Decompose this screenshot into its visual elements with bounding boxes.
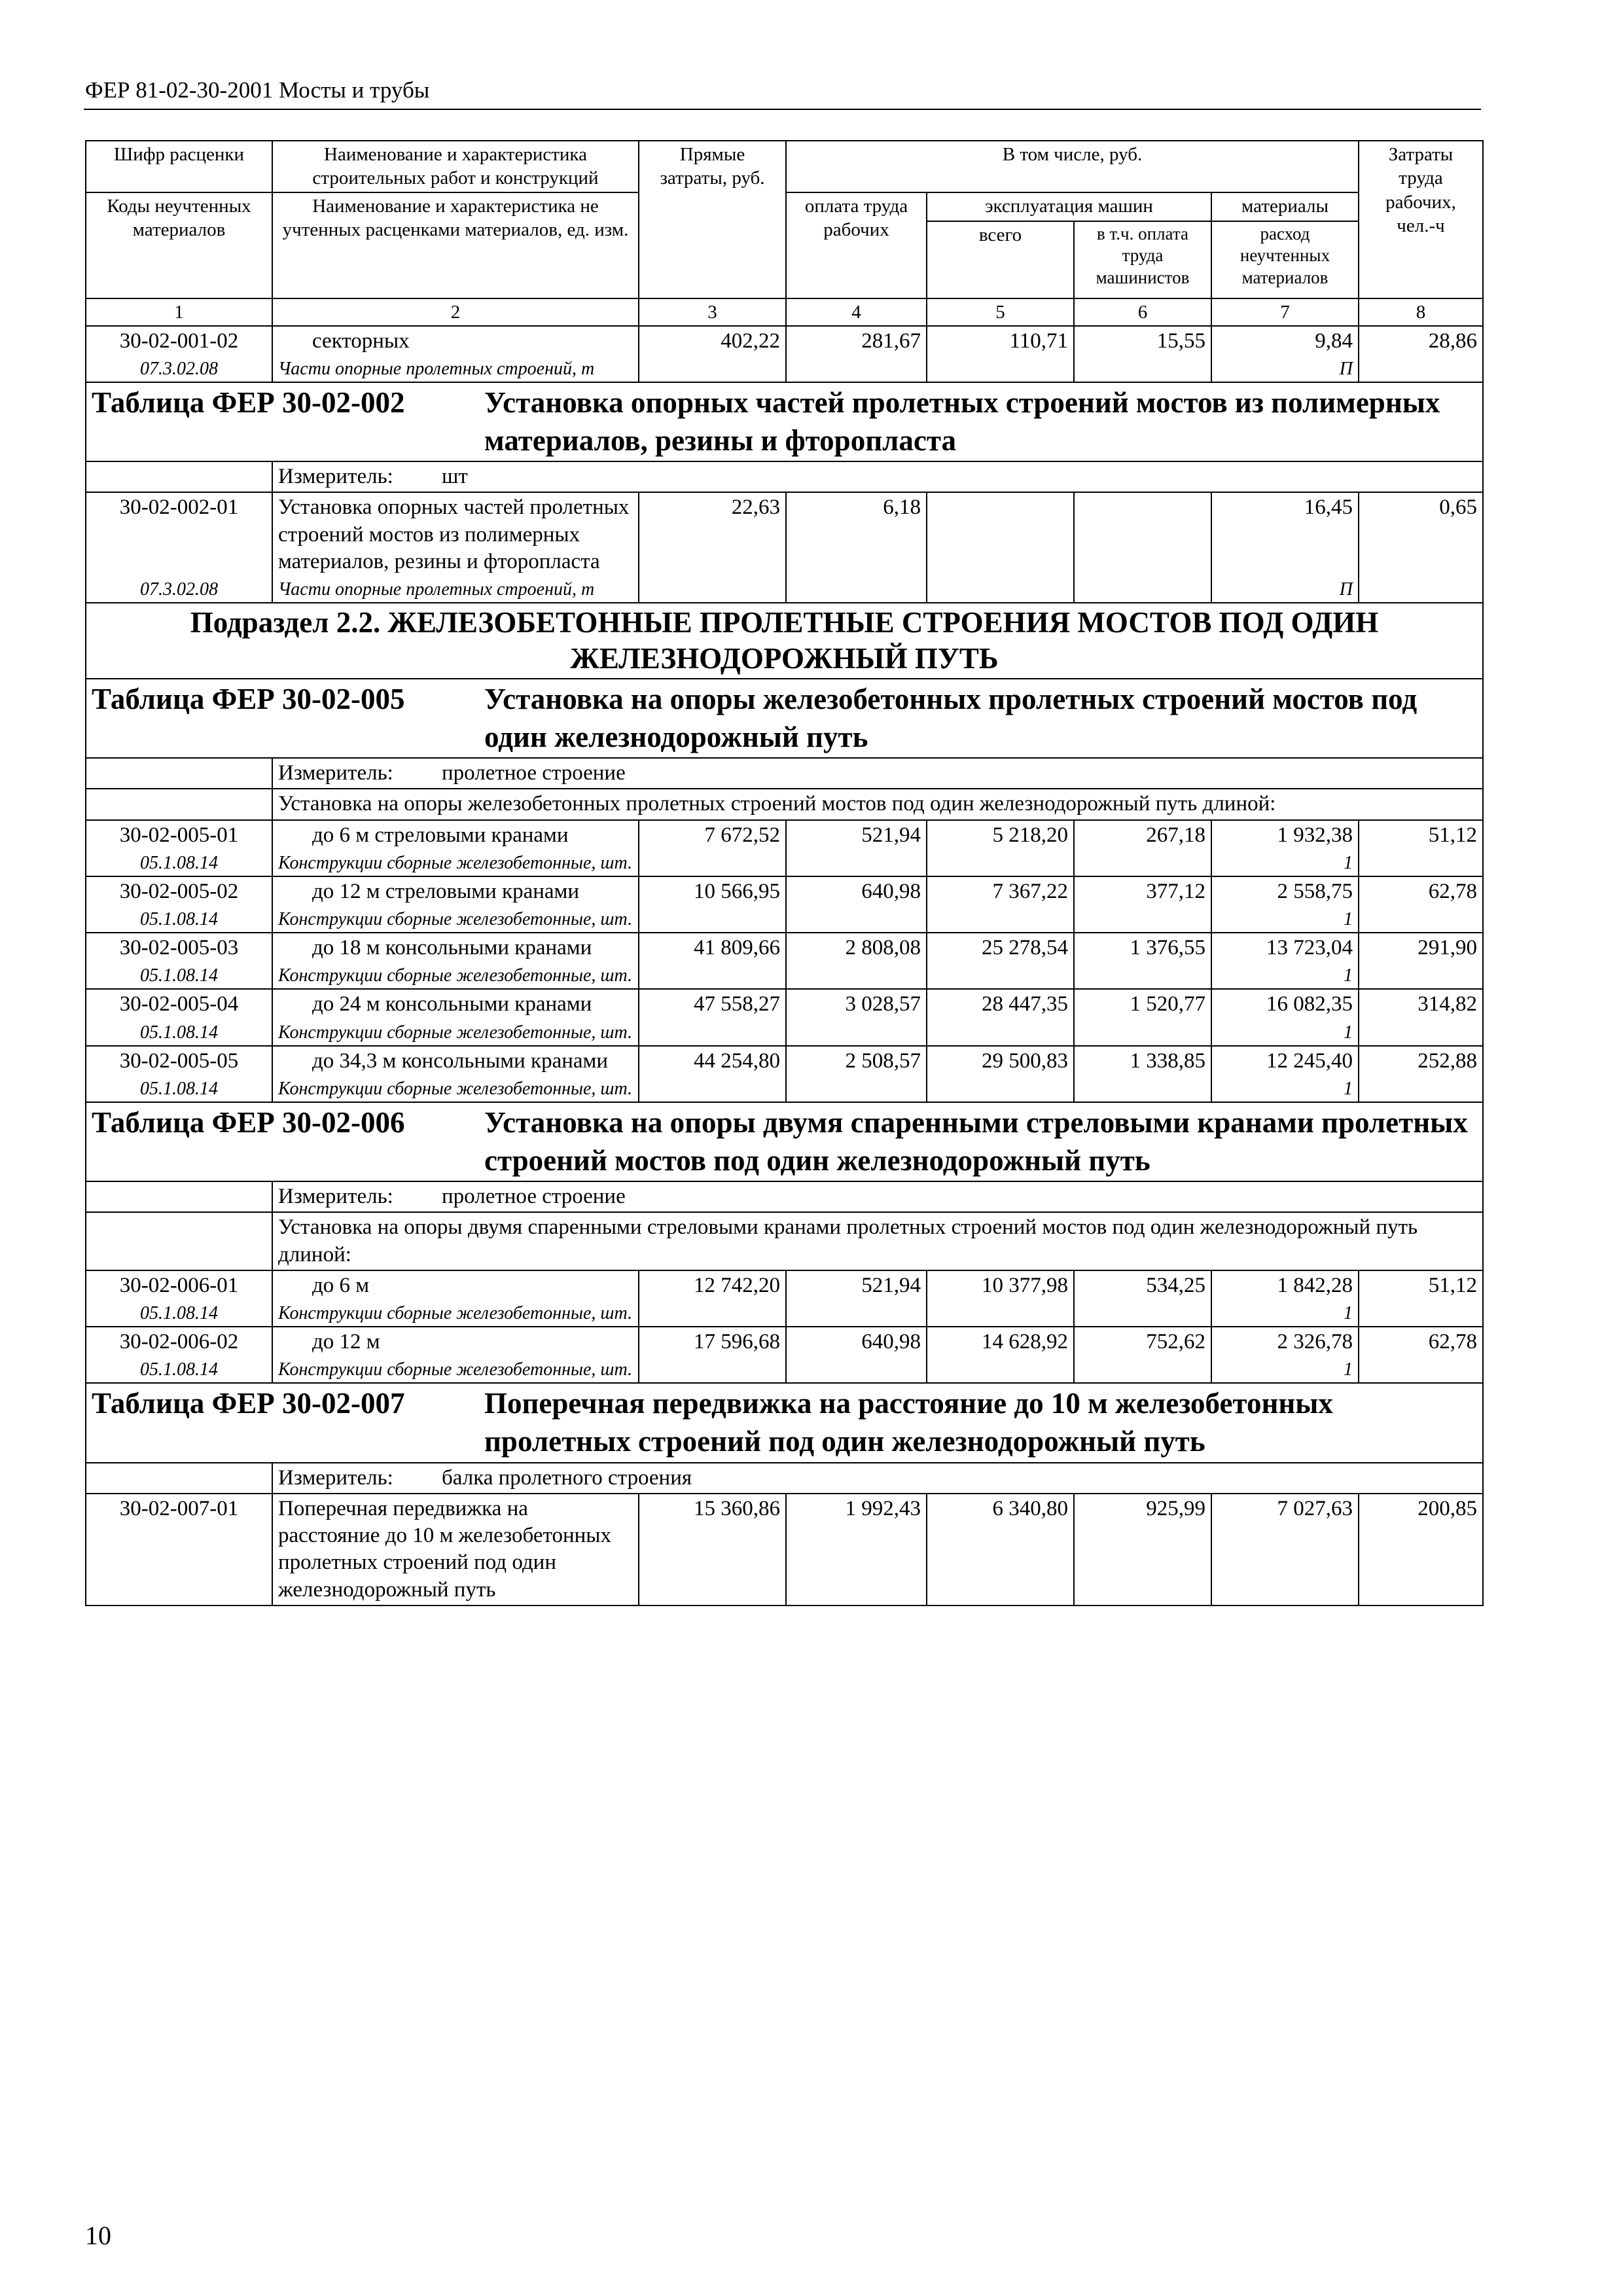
subsection-row	[86, 603, 1483, 679]
row-code: 30-02-005-01	[86, 820, 272, 850]
material-mark: 1	[1211, 963, 1359, 989]
col-number: 6	[1074, 298, 1211, 326]
row-mach-total: 28 447,35	[927, 989, 1074, 1019]
col-incl: В том числе, руб.	[786, 141, 1359, 192]
col-labor-pay: оплата труда рабочих	[786, 192, 927, 298]
material-name: Части опорные пролетных строений, т	[272, 577, 639, 603]
table-row	[86, 1494, 1483, 1605]
material-row	[86, 577, 1483, 603]
row-direct: 12 742,20	[639, 1270, 786, 1300]
table-title: Установка опорных частей пролетных строений мостов из полимерных материалов, резины и фторопласта	[484, 386, 1440, 457]
table-005-rows	[86, 820, 1483, 1102]
col-name-top: Наименование и характеристика строительных работ и конструкций	[272, 141, 639, 192]
row-direct: 22,63	[639, 492, 786, 577]
meter-value: балка пролетного строения	[442, 1465, 692, 1490]
subsection-title: Подраздел 2.2. ЖЕЛЕЗОБЕТОННЫЕ ПРОЛЕТНЫЕ СТРОЕНИЯ МОСТОВ ПОД ОДИН ЖЕЛЕЗНОДОРОЖНЫЙ ПУТЬ	[86, 603, 1483, 679]
col-number: 2	[272, 298, 639, 326]
row-name: до 6 м	[272, 1270, 639, 1300]
row-labor-pay: 281,67	[786, 326, 927, 356]
table-title-row	[86, 382, 1483, 461]
row-labor-cost: 62,78	[1359, 876, 1483, 906]
meter-label: Измеритель:	[278, 465, 393, 489]
material-row	[86, 963, 1483, 989]
rates-table	[85, 140, 1484, 1606]
row-materials: 16 082,35	[1211, 989, 1359, 1019]
col-mach-incl: в т.ч. оплата труда машинистов	[1074, 221, 1211, 298]
row-materials: 16,45	[1211, 492, 1359, 577]
table-title-row	[86, 1383, 1483, 1462]
table-label: Таблица ФЕР 30-02-002	[92, 386, 405, 419]
row-mach-total: 10 377,98	[927, 1270, 1074, 1300]
row-labor-cost: 314,82	[1359, 989, 1483, 1019]
row-labor-cost: 51,12	[1359, 820, 1483, 850]
table-row	[86, 933, 1483, 963]
material-mark: П	[1211, 356, 1359, 382]
row-name: до 6 м стреловыми кранами	[272, 820, 639, 850]
table-title-row	[86, 679, 1483, 758]
row-mach-incl: 15,55	[1074, 326, 1211, 356]
row-materials: 9,84	[1211, 326, 1359, 356]
row-mach-total: 14 628,92	[927, 1327, 1074, 1357]
row-labor-cost: 62,78	[1359, 1327, 1483, 1357]
row-mach-total: 29 500,83	[927, 1046, 1074, 1076]
material-row	[86, 850, 1483, 876]
row-mach-incl: 267,18	[1074, 820, 1211, 850]
material-row	[86, 1300, 1483, 1327]
material-mark: 1	[1211, 1020, 1359, 1046]
row-materials: 7 027,63	[1211, 1494, 1359, 1605]
row-materials: 12 245,40	[1211, 1046, 1359, 1076]
table-label: Таблица ФЕР 30-02-006	[92, 1105, 405, 1139]
row-materials: 2 558,75	[1211, 876, 1359, 906]
table-row	[86, 876, 1483, 906]
material-mark: 1	[1211, 1357, 1359, 1383]
row-materials: 1 932,38	[1211, 820, 1359, 850]
material-name: Конструкции сборные железобетонные, шт.	[272, 1300, 639, 1327]
meter-row	[86, 1181, 1483, 1212]
col-name-bottom: Наименование и характеристика не учтенных расценками материалов, ед. изм.	[272, 192, 639, 298]
row-labor-pay: 640,98	[786, 876, 927, 906]
material-row	[86, 906, 1483, 933]
material-mark: 1	[1211, 850, 1359, 876]
meter-value: пролетное строение	[442, 761, 626, 785]
row-code: 30-02-005-05	[86, 1046, 272, 1076]
row-labor-pay: 6,18	[786, 492, 927, 577]
row-materials: 1 842,28	[1211, 1270, 1359, 1300]
row-mach-incl: 1 520,77	[1074, 989, 1211, 1019]
row-labor-pay: 2 808,08	[786, 933, 927, 963]
material-mark: 1	[1211, 1076, 1359, 1102]
material-code: 05.1.08.14	[86, 1020, 272, 1046]
row-name: до 12 м	[272, 1327, 639, 1357]
row-code: 30-02-001-02	[86, 326, 272, 356]
material-code: 05.1.08.14	[86, 1357, 272, 1383]
material-code: 05.1.08.14	[86, 850, 272, 876]
group-description: Установка на опоры двумя спаренными стреловыми кранами пролетных строений мостов под один железнодорожный путь длиной:	[272, 1212, 1483, 1270]
row-labor-pay: 640,98	[786, 1327, 927, 1357]
row-labor-cost: 252,88	[1359, 1046, 1483, 1076]
group-row	[86, 789, 1483, 819]
material-code: 05.1.08.14	[86, 1300, 272, 1327]
col-labor-cost: Затраты труда рабочих, чел.-ч	[1359, 141, 1483, 298]
row-labor-pay: 3 028,57	[786, 989, 927, 1019]
col-direct: Прямые затраты, руб.	[639, 141, 786, 298]
row-mach-incl: 377,12	[1074, 876, 1211, 906]
row-labor-pay: 1 992,43	[786, 1494, 927, 1605]
material-name: Конструкции сборные железобетонные, шт.	[272, 1020, 639, 1046]
row-mach-total: 110,71	[927, 326, 1074, 356]
col-mach-total: всего	[927, 221, 1074, 298]
table-row	[86, 492, 1483, 577]
meter-value: шт	[442, 465, 468, 489]
group-description: Установка на опоры железобетонных пролетных строений мостов под один железнодорожный путь длиной:	[272, 789, 1483, 819]
material-code: 07.3.02.08	[86, 356, 272, 382]
table-title: Установка на опоры железобетонных пролетных строений мостов под один железнодорожный путь	[484, 682, 1418, 753]
material-code: 05.1.08.14	[86, 906, 272, 933]
row-labor-cost: 0,65	[1359, 492, 1483, 577]
header-rule	[84, 109, 1481, 110]
material-name: Конструкции сборные железобетонные, шт.	[272, 1076, 639, 1102]
row-labor-cost: 291,90	[1359, 933, 1483, 963]
row-direct: 15 360,86	[639, 1494, 786, 1605]
row-name: Поперечная передвижка на расстояние до 10 м железобетонных пролетных строений под один железнодорожный путь	[272, 1494, 639, 1605]
row-mach-incl: 1 338,85	[1074, 1046, 1211, 1076]
row-direct: 17 596,68	[639, 1327, 786, 1357]
material-name: Конструкции сборные железобетонные, шт.	[272, 963, 639, 989]
col-number: 5	[927, 298, 1074, 326]
row-code: 30-02-005-02	[86, 876, 272, 906]
row-labor-cost: 28,86	[1359, 326, 1483, 356]
row-name: до 12 м стреловыми кранами	[272, 876, 639, 906]
row-name: до 34,3 м консольными кранами	[272, 1046, 639, 1076]
row-mach-total: 5 218,20	[927, 820, 1074, 850]
material-code: 07.3.02.08	[86, 577, 272, 603]
table-title: Установка на опоры двумя спаренными стреловыми кранами пролетных строений мостов под один железнодорожный путь	[484, 1105, 1468, 1177]
row-mach-incl: 534,25	[1074, 1270, 1211, 1300]
row-code: 30-02-005-04	[86, 989, 272, 1019]
table-006-rows	[86, 1270, 1483, 1384]
row-mach-total: 25 278,54	[927, 933, 1074, 963]
row-labor-pay: 521,94	[786, 1270, 927, 1300]
material-mark: 1	[1211, 906, 1359, 933]
page-number: 10	[85, 2221, 111, 2250]
row-name: до 24 м консольными кранами	[272, 989, 639, 1019]
col-number: 8	[1359, 298, 1483, 326]
material-mark: 1	[1211, 1300, 1359, 1327]
row-labor-pay: 521,94	[786, 820, 927, 850]
table-label: Таблица ФЕР 30-02-007	[92, 1387, 405, 1420]
material-row	[86, 1076, 1483, 1102]
row-mach-incl: 752,62	[1074, 1327, 1211, 1357]
table-title: Поперечная передвижка на расстояние до 10 м железобетонных пролетных строений под один железнодорожный путь	[484, 1387, 1333, 1458]
row-name: до 18 м консольными кранами	[272, 933, 639, 963]
meter-label: Измеритель:	[278, 1465, 393, 1490]
row-mach-incl: 925,99	[1074, 1494, 1211, 1605]
row-direct: 10 566,95	[639, 876, 786, 906]
col-number: 7	[1211, 298, 1359, 326]
row-direct: 44 254,80	[639, 1046, 786, 1076]
material-code: 05.1.08.14	[86, 1076, 272, 1102]
row-code: 30-02-002-01	[86, 492, 272, 577]
row-code: 30-02-006-01	[86, 1270, 272, 1300]
table-row	[86, 1327, 1483, 1357]
row-labor-cost: 200,85	[1359, 1494, 1483, 1605]
row-materials: 13 723,04	[1211, 933, 1359, 963]
meter-row	[86, 758, 1483, 789]
column-numbers-row	[86, 298, 1483, 326]
col-materials: материалы	[1211, 192, 1359, 221]
row-code: 30-02-006-02	[86, 1327, 272, 1357]
table-row	[86, 1270, 1483, 1300]
table-label: Таблица ФЕР 30-02-005	[92, 682, 405, 715]
meter-value: пролетное строение	[442, 1185, 626, 1209]
header-row	[86, 141, 1483, 192]
row-direct: 47 558,27	[639, 989, 786, 1019]
col-number: 1	[86, 298, 272, 326]
table-title-row	[86, 1102, 1483, 1181]
table-row	[86, 1046, 1483, 1076]
material-row	[86, 356, 1483, 382]
meter-label: Измеритель:	[278, 1185, 393, 1209]
row-labor-pay: 2 508,57	[786, 1046, 927, 1076]
row-mach-total: 6 340,80	[927, 1494, 1074, 1605]
material-name: Конструкции сборные железобетонные, шт.	[272, 1357, 639, 1383]
row-direct: 402,22	[639, 326, 786, 356]
row-code: 30-02-005-03	[86, 933, 272, 963]
col-code-bottom: Коды неучтенных материалов	[86, 192, 272, 298]
meter-label: Измеритель:	[278, 761, 393, 785]
col-number: 4	[786, 298, 927, 326]
table-row	[86, 820, 1483, 850]
material-row	[86, 1357, 1483, 1383]
row-code: 30-02-007-01	[86, 1494, 272, 1605]
row-name: секторных	[272, 326, 639, 356]
row-mach-total: 7 367,22	[927, 876, 1074, 906]
table-row	[86, 326, 1483, 356]
row-materials: 2 326,78	[1211, 1327, 1359, 1357]
meter-row	[86, 1463, 1483, 1494]
material-name: Части опорные пролетных строений, т	[272, 356, 639, 382]
material-code: 05.1.08.14	[86, 963, 272, 989]
material-name: Конструкции сборные железобетонные, шт.	[272, 850, 639, 876]
row-mach-incl: 1 376,55	[1074, 933, 1211, 963]
col-code-top: Шифр расценки	[86, 141, 272, 192]
group-row	[86, 1212, 1483, 1270]
material-mark: П	[1211, 577, 1359, 603]
material-row	[86, 1020, 1483, 1046]
row-direct: 7 672,52	[639, 820, 786, 850]
col-number: 3	[639, 298, 786, 326]
row-direct: 41 809,66	[639, 933, 786, 963]
col-mat-cons: расход неучтенных материалов	[1211, 221, 1359, 298]
running-header: ФЕР 81-02-30-2001 Мосты и трубы	[85, 77, 430, 103]
table-row	[86, 989, 1483, 1019]
col-machines: эксплуатация машин	[927, 192, 1211, 221]
meter-row	[86, 461, 1483, 492]
material-name: Конструкции сборные железобетонные, шт.	[272, 906, 639, 933]
row-name: Установка опорных частей пролетных строений мостов из полимерных материалов, резины и фторопласта	[272, 492, 639, 577]
row-labor-cost: 51,12	[1359, 1270, 1483, 1300]
